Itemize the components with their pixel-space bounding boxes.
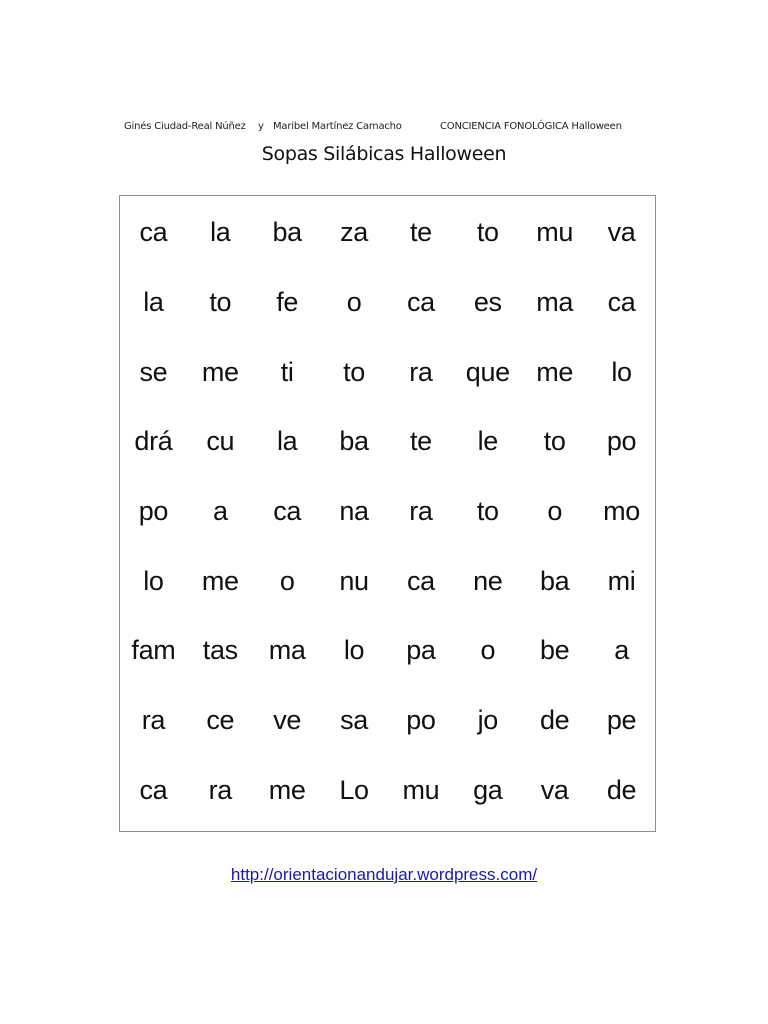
syllable-cell: te bbox=[409, 426, 432, 457]
page-header bbox=[0, 121, 768, 137]
syllable-cell: ca bbox=[406, 565, 435, 596]
syllable-cell: ba bbox=[272, 217, 302, 248]
syllable-cell: jo bbox=[477, 704, 499, 735]
syllable-cell: va bbox=[607, 217, 636, 248]
syllable-cell: me bbox=[201, 356, 239, 387]
syllable-cell: pa bbox=[406, 635, 436, 666]
syllable-cell: me bbox=[536, 356, 574, 387]
footer-link[interactable]: http://orientacionandujar.wordpress.com/ bbox=[230, 865, 538, 884]
syllable-cell: mu bbox=[536, 217, 574, 248]
syllable-cell: mo bbox=[603, 495, 641, 526]
syllable-cell: o bbox=[279, 565, 295, 596]
syllable-cell: na bbox=[339, 495, 369, 526]
subject-label: CONCIENCIA FONOLÓGICA Halloween bbox=[440, 121, 622, 132]
syllable-grid bbox=[119, 195, 656, 832]
syllable-cell: me bbox=[268, 774, 306, 805]
syllable-cell: ba bbox=[339, 426, 369, 457]
syllable-cell: mi bbox=[607, 565, 636, 596]
syllable-cell: ve bbox=[273, 704, 302, 735]
syllable-cell: le bbox=[477, 426, 499, 457]
syllable-cell: sa bbox=[340, 704, 369, 735]
syllable-cell: po bbox=[606, 426, 637, 457]
syllable-cell: ra bbox=[208, 774, 233, 805]
syllable-cell: va bbox=[540, 774, 569, 805]
syllable-cell: ca bbox=[139, 217, 168, 248]
syllable-cell: me bbox=[201, 565, 239, 596]
syllable-cell: ra bbox=[409, 495, 433, 526]
syllable-cell: o bbox=[480, 635, 496, 666]
syllable-cell: to bbox=[476, 217, 499, 248]
syllable-cell: ca bbox=[139, 774, 168, 805]
syllable-cell: to bbox=[543, 426, 566, 457]
syllable-cell: to bbox=[209, 286, 232, 317]
syllable-cell: ba bbox=[539, 565, 570, 596]
syllable-cell: be bbox=[539, 635, 570, 666]
syllable-cell: mu bbox=[402, 774, 440, 805]
syllable-cell: ma bbox=[268, 635, 306, 666]
syllable-cell: la bbox=[210, 217, 231, 248]
syllable-cell: ce bbox=[206, 704, 235, 735]
author-1: Ginés Ciudad-Real Núñez bbox=[124, 121, 246, 132]
syllable-cell: ra bbox=[409, 356, 433, 387]
syllable-cell: lo bbox=[143, 565, 164, 596]
syllable-cell: lo bbox=[611, 356, 632, 387]
syllable-cell: ca bbox=[406, 286, 435, 317]
syllable-cell: lo bbox=[343, 635, 365, 666]
page-title: Sopas Silábicas Halloween bbox=[261, 143, 507, 165]
author-conjunction: y bbox=[258, 121, 264, 132]
syllable-cell: po bbox=[406, 704, 436, 735]
syllable-cell: ti bbox=[280, 356, 294, 387]
syllable-cell: la bbox=[276, 426, 298, 457]
syllable-cell: fe bbox=[276, 286, 299, 317]
syllable-cell: tas bbox=[202, 635, 238, 666]
syllable-cell: za bbox=[340, 217, 369, 248]
syllable-cell: cu bbox=[206, 426, 235, 457]
syllable-cell: nu bbox=[339, 565, 369, 596]
syllable-cell: a bbox=[212, 495, 228, 526]
syllable-cell: ca bbox=[607, 286, 636, 317]
syllable-cell: ne bbox=[473, 565, 503, 596]
syllable-cell: de bbox=[539, 704, 570, 735]
syllable-cell: o bbox=[346, 286, 362, 317]
author-2: Maribel Martínez Camacho bbox=[273, 121, 402, 132]
syllable-cell: ca bbox=[273, 495, 302, 526]
syllable-cell: la bbox=[143, 286, 164, 317]
syllable-cell: Lo bbox=[339, 774, 369, 805]
syllable-cell: te bbox=[409, 217, 432, 248]
syllable-cell: que bbox=[465, 356, 510, 387]
syllable-cell: drá bbox=[134, 426, 173, 457]
syllable-cell: o bbox=[547, 495, 563, 526]
syllable-cell: a bbox=[614, 635, 629, 666]
syllable-cell: fam bbox=[131, 635, 176, 666]
syllable-cell: to bbox=[343, 356, 366, 387]
syllable-cell: de bbox=[606, 774, 637, 805]
syllable-cell: po bbox=[138, 495, 169, 526]
syllable-cell: to bbox=[476, 495, 499, 526]
syllable-cell: es bbox=[473, 286, 502, 317]
syllable-cell: ma bbox=[536, 286, 574, 317]
syllable-cell: ga bbox=[473, 774, 503, 805]
syllable-cell: pe bbox=[606, 704, 637, 735]
syllable-cell: se bbox=[139, 356, 168, 387]
syllable-cell: ra bbox=[141, 704, 166, 735]
